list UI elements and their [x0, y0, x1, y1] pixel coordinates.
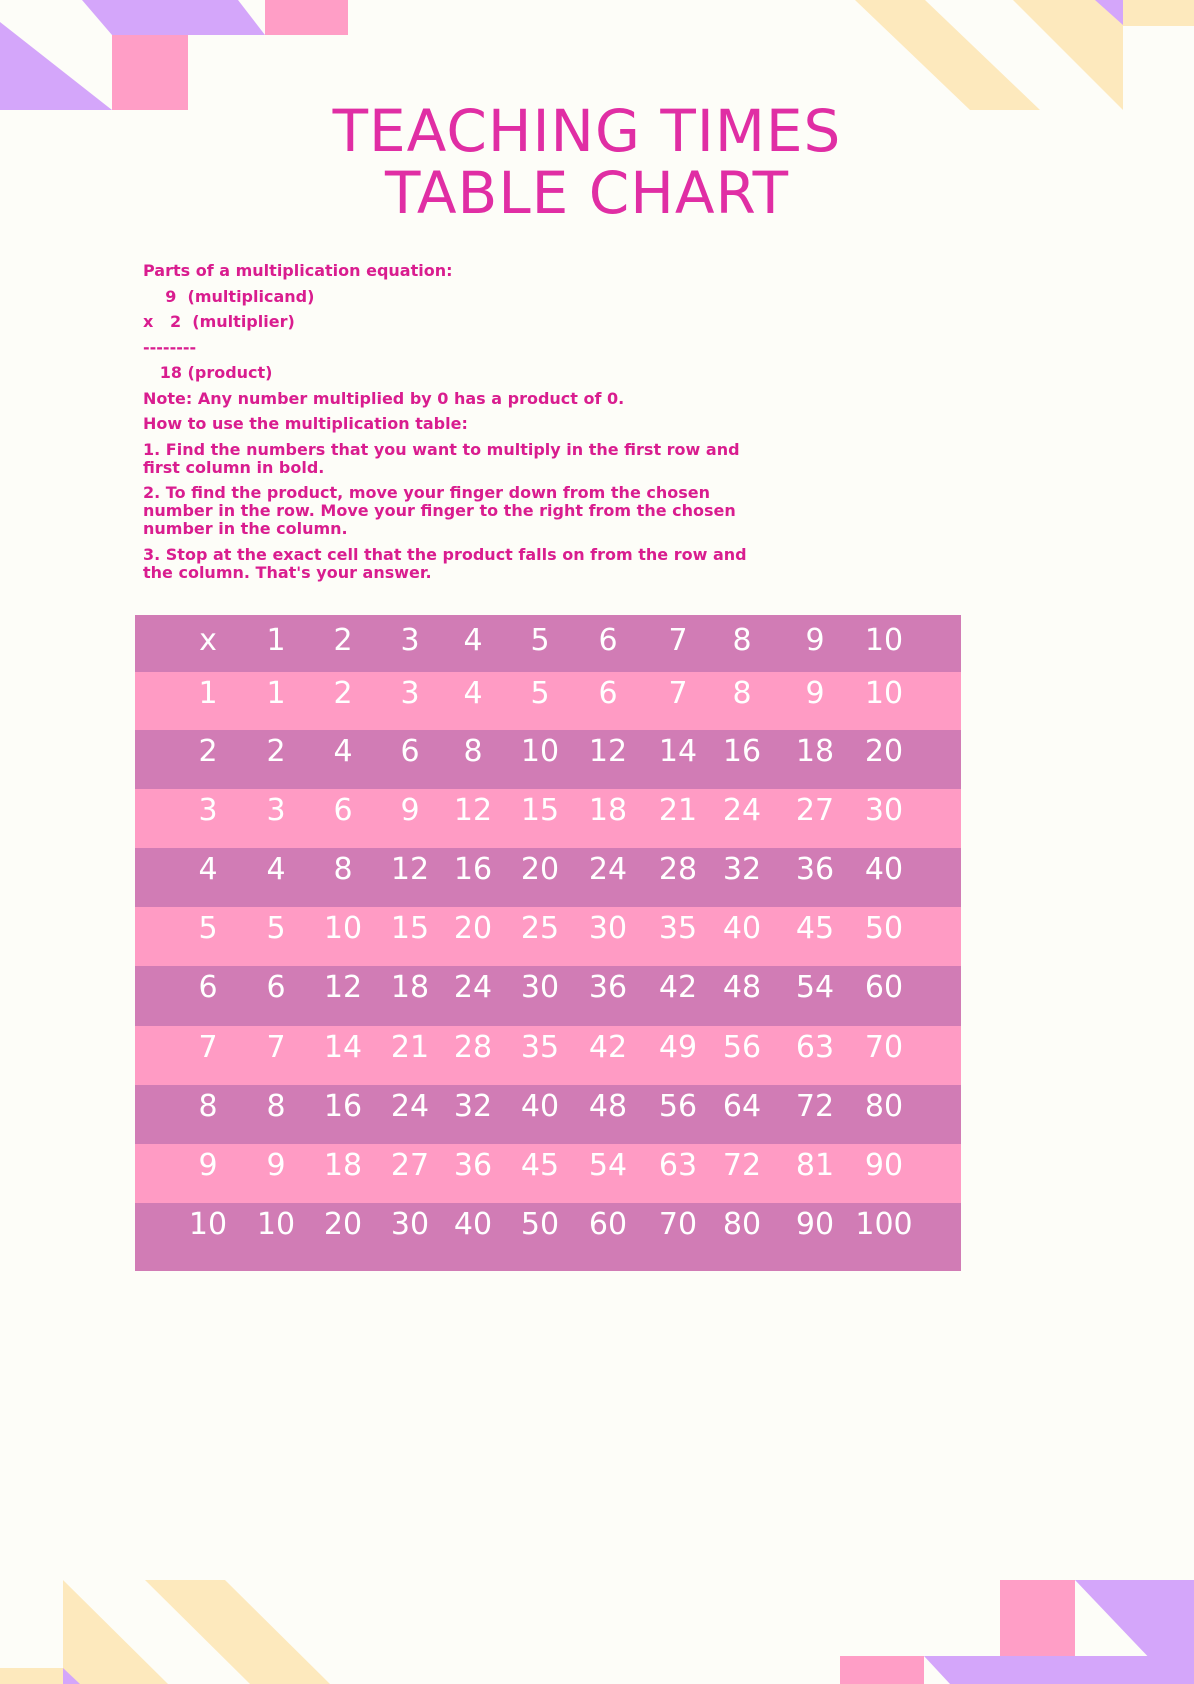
parts-heading: Parts of a multiplication equation:: [143, 261, 453, 280]
table-cell: 9: [400, 793, 420, 828]
decorative-shapes-top-right: [840, 0, 1194, 112]
table-cell: 81: [795, 1148, 835, 1183]
table-header-cell: 6: [598, 623, 618, 658]
table-cell: 50: [520, 1207, 560, 1242]
table-cell: 18: [323, 1148, 363, 1183]
table-cell: 64: [722, 1089, 762, 1124]
row-header-cell: 9: [198, 1148, 218, 1183]
table-cell: 5: [266, 911, 286, 946]
table-cell: 14: [658, 734, 698, 769]
zero-note: Note: Any number multiplied by 0 has a product of 0.: [143, 388, 625, 408]
table-cell: 12: [323, 970, 363, 1005]
decorative-shapes-bottom-left: [0, 1580, 330, 1684]
table-cell: 90: [795, 1207, 835, 1242]
row-header-cell: 3: [198, 793, 218, 828]
table-cell: 12: [588, 734, 628, 769]
table-cell: 8: [463, 734, 483, 769]
table-header-cell: 5: [530, 623, 550, 658]
table-cell: 42: [588, 1030, 628, 1065]
decorative-shapes-top-left: [0, 0, 360, 112]
table-cell: 100: [855, 1207, 913, 1242]
table-cell: 42: [658, 970, 698, 1005]
table-header-cell: 4: [463, 623, 483, 658]
table-row: [135, 730, 961, 789]
table-cell: 5: [530, 676, 550, 711]
table-cell: 32: [453, 1089, 493, 1124]
table-cell: 2: [266, 734, 286, 769]
table-cell: 8: [333, 852, 353, 887]
table-cell: 20: [323, 1207, 363, 1242]
table-cell: 15: [390, 911, 430, 946]
table-cell: 10: [256, 1207, 296, 1242]
table-cell: 27: [390, 1148, 430, 1183]
table-row: [135, 1026, 961, 1085]
table-cell: 25: [520, 911, 560, 946]
table-cell: 12: [453, 793, 493, 828]
table-cell: 9: [805, 676, 825, 711]
table-header-row: [135, 615, 961, 672]
table-cell: 40: [722, 911, 762, 946]
table-cell: 60: [588, 1207, 628, 1242]
product-line: 18 (product): [143, 363, 273, 382]
table-cell: 70: [864, 1030, 904, 1065]
table-row: [135, 848, 961, 907]
table-row: [135, 789, 961, 848]
table-cell: 10: [323, 911, 363, 946]
table-cell: 35: [658, 911, 698, 946]
table-cell: 63: [658, 1148, 698, 1183]
title-line-1: TEACHING TIMES: [332, 97, 842, 165]
table-row: [135, 1085, 961, 1144]
row-header-cell: 7: [198, 1030, 218, 1065]
table-header-cell: 2: [333, 623, 353, 658]
table-cell: 56: [658, 1089, 698, 1124]
table-cell: 24: [722, 793, 762, 828]
table-cell: 30: [864, 793, 904, 828]
table-row: [135, 1144, 961, 1203]
table-cell: 18: [390, 970, 430, 1005]
table-cell: 4: [266, 852, 286, 887]
howto-heading: How to use the multiplication table:: [143, 414, 468, 433]
table-cell: 16: [323, 1089, 363, 1124]
step-2: 2. To find the product, move your finger down from the chosen number in the row. Move your finger to the right from the chosen number in the column.: [143, 483, 736, 538]
table-cell: 30: [390, 1207, 430, 1242]
table-cell: 36: [795, 852, 835, 887]
table-cell: 1: [266, 676, 286, 711]
table-header-cell: 10: [864, 623, 904, 658]
table-cell: 8: [266, 1089, 286, 1124]
table-cell: 40: [453, 1207, 493, 1242]
table-cell: 56: [722, 1030, 762, 1065]
row-header-cell: 2: [198, 734, 218, 769]
table-cell: 7: [266, 1030, 286, 1065]
table-cell: 18: [588, 793, 628, 828]
step-1: 1. Find the numbers that you want to multiply in the first row and first column in bold.: [143, 439, 740, 477]
page-title: [0, 97, 1174, 227]
table-cell: 16: [453, 852, 493, 887]
table-row: [135, 907, 961, 966]
table-cell: 12: [390, 852, 430, 887]
table-header-cell: x: [199, 623, 217, 658]
table-cell: 36: [453, 1148, 493, 1183]
table-cell: 8: [732, 676, 752, 711]
table-cell: 70: [658, 1207, 698, 1242]
table-cell: 24: [588, 852, 628, 887]
table-cell: 6: [333, 793, 353, 828]
table-cell: 54: [588, 1148, 628, 1183]
table-cell: 4: [333, 734, 353, 769]
table-cell: 80: [864, 1089, 904, 1124]
table-cell: 6: [598, 676, 618, 711]
table-cell: 90: [864, 1148, 904, 1183]
table-header-cell: 8: [732, 623, 752, 658]
table-cell: 24: [453, 970, 493, 1005]
table-cell: 21: [658, 793, 698, 828]
table-cell: 14: [323, 1030, 363, 1065]
table-cell: 40: [864, 852, 904, 887]
table-cell: 20: [453, 911, 493, 946]
table-cell: 6: [266, 970, 286, 1005]
table-cell: 18: [795, 734, 835, 769]
table-cell: 36: [588, 970, 628, 1005]
table-cell: 45: [795, 911, 835, 946]
row-header-cell: 8: [198, 1089, 218, 1124]
row-header-cell: 4: [198, 852, 218, 887]
table-cell: 35: [520, 1030, 560, 1065]
multiplication-table: [135, 615, 961, 1271]
instructions: [143, 262, 753, 589]
table-cell: 72: [722, 1148, 762, 1183]
row-header-cell: 6: [198, 970, 218, 1005]
table-cell: 24: [390, 1089, 430, 1124]
table-cell: 15: [520, 793, 560, 828]
table-cell: 3: [266, 793, 286, 828]
table-cell: 40: [520, 1089, 560, 1124]
table-cell: 10: [864, 676, 904, 711]
table-cell: 50: [864, 911, 904, 946]
table-cell: 9: [266, 1148, 286, 1183]
table-row: [135, 966, 961, 1026]
table-cell: 16: [722, 734, 762, 769]
table-cell: 60: [864, 970, 904, 1005]
table-header-cell: 9: [805, 623, 825, 658]
table-cell: 2: [333, 676, 353, 711]
table-cell: 48: [588, 1089, 628, 1124]
table-cell: 21: [390, 1030, 430, 1065]
table-cell: 30: [588, 911, 628, 946]
table-cell: 3: [400, 676, 420, 711]
table-header-cell: 1: [266, 623, 286, 658]
row-header-cell: 5: [198, 911, 218, 946]
table-cell: 54: [795, 970, 835, 1005]
table-cell: 49: [658, 1030, 698, 1065]
table-cell: 4: [463, 676, 483, 711]
table-cell: 63: [795, 1030, 835, 1065]
table-cell: 28: [453, 1030, 493, 1065]
row-header-cell: 10: [188, 1207, 228, 1242]
table-cell: 48: [722, 970, 762, 1005]
table-cell: 32: [722, 852, 762, 887]
equation-divider: --------: [143, 337, 197, 357]
multiplicand-line: 9 (multiplicand): [143, 286, 315, 306]
table-header-cell: 3: [400, 623, 420, 658]
table-cell: 6: [400, 734, 420, 769]
title-line-2: TABLE CHART: [384, 159, 790, 227]
step-3: 3. Stop at the exact cell that the product falls on from the row and the column. That's your answer.: [143, 544, 747, 582]
table-cell: 20: [864, 734, 904, 769]
decorative-shapes-bottom-right: [834, 1580, 1194, 1684]
row-header-cell: 1: [198, 676, 218, 711]
table-cell: 7: [668, 676, 688, 711]
table-cell: 45: [520, 1148, 560, 1183]
table-cell: 72: [795, 1089, 835, 1124]
table-cell: 28: [658, 852, 698, 887]
table-cell: 30: [520, 970, 560, 1005]
table-header-cell: 7: [668, 623, 688, 658]
table-row: [135, 1203, 961, 1271]
multiplier-line: x 2 (multiplier): [143, 312, 295, 331]
table-cell: 27: [795, 793, 835, 828]
table-cell: 10: [520, 734, 560, 769]
table-row: [135, 672, 961, 730]
table-cell: 20: [520, 852, 560, 887]
table-cell: 80: [722, 1207, 762, 1242]
